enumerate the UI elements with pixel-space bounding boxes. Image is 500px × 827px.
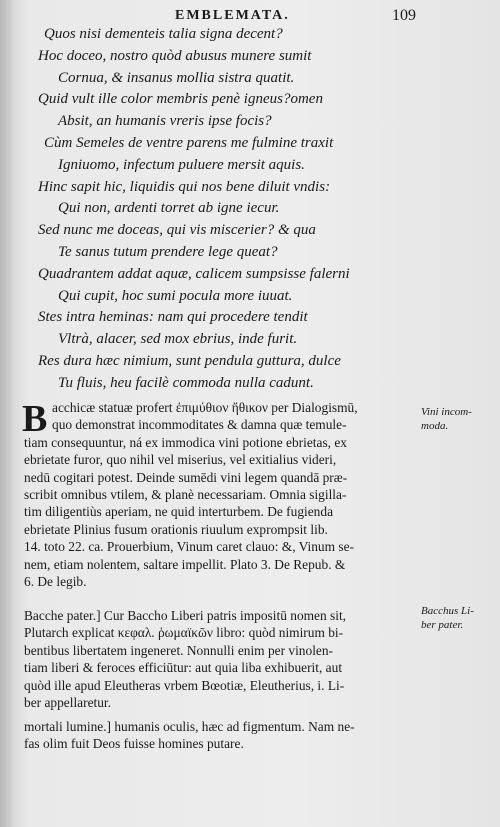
margin-note-line: moda. <box>421 420 449 432</box>
verse-line: Quadrantem addat aquæ, calicem sumpsisse falerni <box>38 265 350 282</box>
margin-note-line: Bacchus Li- <box>421 605 474 617</box>
verse-line: Absit, an humanis vreris ipse focis? <box>58 113 272 130</box>
gutter-shadow <box>0 0 14 827</box>
margin-note-bacchus-liber-pater <box>421 604 497 632</box>
prose-line: 14. toto 22. ca. Prouerbium, Vinum caret clauo: &, Vinum se- <box>24 539 354 555</box>
verse-line: Qui cupit, hoc sumi pocula more iuuat. <box>58 287 293 304</box>
commentary-paragraph-2 <box>24 607 420 711</box>
margin-note-line: Vini incom- <box>421 406 472 418</box>
prose-line: tim diligentiùs aperiam, ne quid interturbem. De fugienda <box>24 504 334 520</box>
prose-line: quo demonstrat incommoditates & damna quæ temule- <box>52 417 347 433</box>
margin-note-line: ber pater. <box>421 619 464 631</box>
prose-line: mortali lumine.] humanis oculis, hæc ad figmentum. Nam ne- <box>24 719 355 734</box>
poem-verse <box>38 24 398 395</box>
prose-line: nedū cogitari potest. Deinde sumēdi vini legem quandā præ- <box>24 469 348 485</box>
prose-line: ebrietate furor, quo nihil vel miserius, vel exitialius videri, <box>24 452 337 468</box>
verse-line: Hoc doceo, nostro quòd abusus munere sumit <box>38 47 312 64</box>
drop-capital: B <box>22 398 48 440</box>
verse-line: Hinc sapit hic, liquidis qui nos bene diluit vndis: <box>38 178 331 195</box>
verse-line: Quos nisi dementeis talia signa decent? <box>44 26 283 42</box>
verse-line: Te sanus tutum prendere lege queat? <box>58 243 278 260</box>
verse-line: Qui non, ardenti torret ab igne iecur. <box>58 200 280 217</box>
verse-line: Tu fluis, heu facilè commoda nulla cadunt. <box>58 374 314 391</box>
verse-line: Cornua, & insanus mollia sistra quatit. <box>58 69 295 86</box>
commentary-paragraph-3 <box>24 718 420 753</box>
verse-line: Igniuomo, infectum puluere mersit aquis. <box>58 156 305 173</box>
verse-line: Sed nunc me doceas, qui vis miscerier? & qua <box>38 222 316 239</box>
prose-line: scribit omnibus vtilem, & planè necessariam. Omnia sigilla- <box>24 486 347 502</box>
prose-line: 6. De legib. <box>24 573 87 589</box>
prose-line: nem, etiam nolentem, saltare impellit. Plato 3. De Repub. & <box>24 556 346 572</box>
prose-line: bentibus libertatem ingeneret. Nonnulli enim per vinolen- <box>24 642 334 658</box>
verse-line: Stes intra heminas: nam qui procedere tendit <box>38 309 308 326</box>
prose-line: acchicæ statuæ profert ἐπιμύθιον ἤθικον per Dialogismū, <box>52 400 358 415</box>
prose-line: quòd ille apud Eleutheras vrbem Bœotiæ, Eleutherius, i. Li- <box>24 677 345 693</box>
prose-line: Plutarch explicat κεφαλ. ῥωμαϊκῶν libro: quòd nimirum bi- <box>24 625 344 641</box>
commentary-paragraph-1 <box>24 399 420 590</box>
verse-line: Vltrà, alacer, sed mox ebrius, inde furit. <box>58 331 298 348</box>
running-title: EMBLEMATA. <box>175 8 290 23</box>
margin-note-vini-incommoda <box>421 405 497 433</box>
verse-line: Cùm Semeles de ventre parens me fulmine traxit <box>44 134 334 151</box>
prose-line: ebrietate Plinius fusum orationis riuulum exprompsit lib. <box>24 521 328 537</box>
page-number: 109 <box>392 7 416 24</box>
prose-line: Bacche pater.] Cur Baccho Liberi patris impositū nomen sit, <box>24 608 347 623</box>
prose-line: tiam consequuntur, ná ex immodica vini potione ebrietas, ex <box>24 434 347 450</box>
prose-line: tiam liberi & feroces efficiūtur: aut quia liba exhibuerit, aut <box>24 660 343 676</box>
prose-line: ber appellaretur. <box>24 694 111 710</box>
verse-line: Res dura hæc nimium, sunt pendula guttura, dulce <box>38 352 341 369</box>
prose-line: fas olim fuit Deos fuisse homines putare. <box>24 736 244 752</box>
verse-line: Quid vult ille color membris penè igneus?omen <box>38 91 323 108</box>
